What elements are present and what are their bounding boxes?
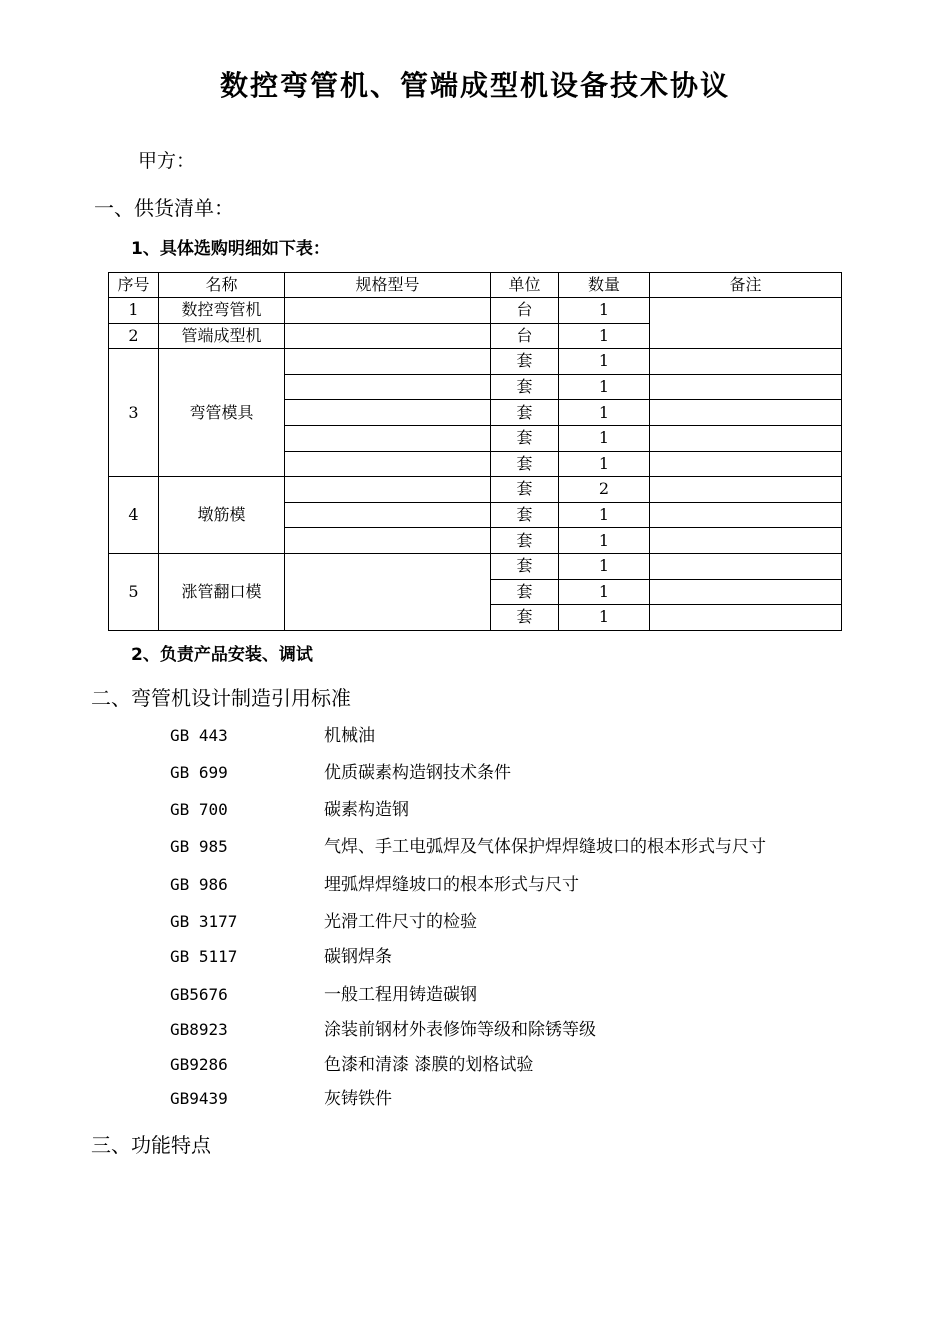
unit-cell: 台	[491, 323, 559, 349]
item-number: 2	[109, 323, 159, 349]
item-name: 管端成型机	[159, 323, 285, 349]
unit-cell: 套	[491, 477, 559, 503]
header-cell: 名称	[159, 273, 285, 298]
item-number: 4	[109, 477, 159, 554]
standard-name: 涂装前钢材外表修饰等级和除锈等级	[324, 1020, 596, 1040]
qty-cell: 1	[559, 451, 650, 477]
remark-cell	[650, 374, 842, 400]
qty-cell: 1	[559, 528, 650, 554]
remark-cell	[650, 579, 842, 605]
standard-name: 碳素构造钢	[324, 800, 409, 820]
standard-name: 埋弧焊焊缝坡口的根本形式与尺寸	[324, 875, 579, 895]
item-name: 涨管翻口模	[159, 553, 285, 630]
section-1-sub-2: 2、负责产品安装、调试	[131, 645, 313, 665]
header-cell: 备注	[650, 273, 842, 298]
spec-cell	[285, 477, 491, 503]
spec-cell	[285, 374, 491, 400]
standard-item	[170, 761, 511, 785]
standard-item	[170, 910, 477, 934]
qty-cell: 1	[559, 579, 650, 605]
standard-name: 灰铸铁件	[324, 1089, 392, 1109]
standard-code: GB5676	[170, 985, 228, 1004]
qty-cell: 1	[559, 425, 650, 451]
standard-code: GB8923	[170, 1020, 228, 1039]
standard-item	[170, 873, 579, 897]
standard-item	[170, 835, 766, 859]
unit-cell: 套	[491, 400, 559, 426]
standard-code: GB 986	[170, 875, 228, 894]
remark-cell	[650, 477, 842, 503]
table-row	[109, 349, 842, 375]
spec-cell	[285, 323, 491, 349]
standard-name: 气焊、手工电弧焊及气体保护焊焊缝坡口的根本形式与尺寸	[324, 837, 766, 857]
standard-name: 机械油	[324, 726, 375, 746]
unit-cell: 套	[491, 349, 559, 375]
standard-item	[170, 1087, 392, 1111]
standard-item	[170, 1053, 533, 1077]
remark-cell	[650, 425, 842, 451]
unit-cell: 套	[491, 425, 559, 451]
item-number: 1	[109, 298, 159, 324]
qty-cell: 1	[559, 553, 650, 579]
table-row	[109, 298, 842, 324]
item-name: 墩筋模	[159, 477, 285, 554]
remark-cell	[650, 298, 842, 349]
spec-cell	[285, 502, 491, 528]
section-1-sub-1: 1、具体选购明细如下表：	[131, 239, 330, 259]
qty-cell: 1	[559, 374, 650, 400]
unit-cell: 套	[491, 579, 559, 605]
unit-cell: 台	[491, 298, 559, 324]
unit-cell: 套	[491, 528, 559, 554]
spec-cell	[285, 298, 491, 324]
spec-cell	[285, 400, 491, 426]
standard-item	[170, 724, 375, 748]
header-cell: 序号	[109, 273, 159, 298]
item-name: 数控弯管机	[159, 298, 285, 324]
qty-cell: 1	[559, 323, 650, 349]
remark-cell	[650, 553, 842, 579]
standard-name: 色漆和清漆 漆膜的划格试验	[324, 1055, 534, 1075]
standard-code: GB9439	[170, 1089, 228, 1108]
standard-name: 碳钢焊条	[324, 947, 392, 967]
qty-cell: 1	[559, 502, 650, 528]
standard-name: 一般工程用铸造碳钢	[324, 985, 477, 1005]
section-1-heading: 一、供货清单：	[94, 196, 234, 220]
header-cell: 数量	[559, 273, 650, 298]
unit-cell: 套	[491, 605, 559, 631]
standard-code: GB 985	[170, 837, 228, 856]
table-row	[109, 553, 842, 579]
qty-cell: 1	[559, 349, 650, 375]
spec-cell	[285, 528, 491, 554]
standard-code: GB 443	[170, 726, 228, 745]
item-name: 弯管模具	[159, 349, 285, 477]
header-cell: 单位	[491, 273, 559, 298]
spec-cell	[285, 425, 491, 451]
item-number: 3	[109, 349, 159, 477]
standard-code: GB 3177	[170, 912, 238, 931]
unit-cell: 套	[491, 553, 559, 579]
standard-name: 优质碳素构造钢技术条件	[324, 763, 511, 783]
qty-cell: 1	[559, 400, 650, 426]
document-title: 数控弯管机、管端成型机设备技术协议	[219, 69, 730, 102]
party-a-label: 甲方：	[138, 150, 196, 172]
unit-cell: 套	[491, 451, 559, 477]
unit-cell: 套	[491, 374, 559, 400]
section-2-heading: 二、弯管机设计制造引用标准	[91, 686, 351, 710]
section-3-heading: 三、功能特点	[91, 1133, 211, 1157]
remark-cell	[650, 605, 842, 631]
standard-name: 光滑工件尺寸的检验	[324, 912, 477, 932]
qty-cell: 1	[559, 605, 650, 631]
standard-code: GB 5117	[170, 947, 238, 966]
item-number: 5	[109, 553, 159, 630]
qty-cell: 1	[559, 298, 650, 324]
spec-cell	[285, 553, 491, 630]
header-cell: 规格型号	[285, 273, 491, 298]
standard-code: GB9286	[170, 1055, 228, 1074]
standard-item	[170, 983, 477, 1007]
unit-cell: 套	[491, 502, 559, 528]
table-row	[109, 477, 842, 503]
qty-cell: 2	[559, 477, 650, 503]
spec-cell	[285, 451, 491, 477]
remark-cell	[650, 349, 842, 375]
standard-code: GB 699	[170, 763, 228, 782]
remark-cell	[650, 400, 842, 426]
remark-cell	[650, 528, 842, 554]
standard-code: GB 700	[170, 800, 228, 819]
spec-cell	[285, 349, 491, 375]
remark-cell	[650, 502, 842, 528]
remark-cell	[650, 451, 842, 477]
supply-table	[108, 272, 842, 631]
standard-item	[170, 798, 409, 822]
standard-item	[170, 1018, 596, 1042]
table-header-row	[109, 273, 842, 298]
standard-item	[170, 945, 392, 969]
